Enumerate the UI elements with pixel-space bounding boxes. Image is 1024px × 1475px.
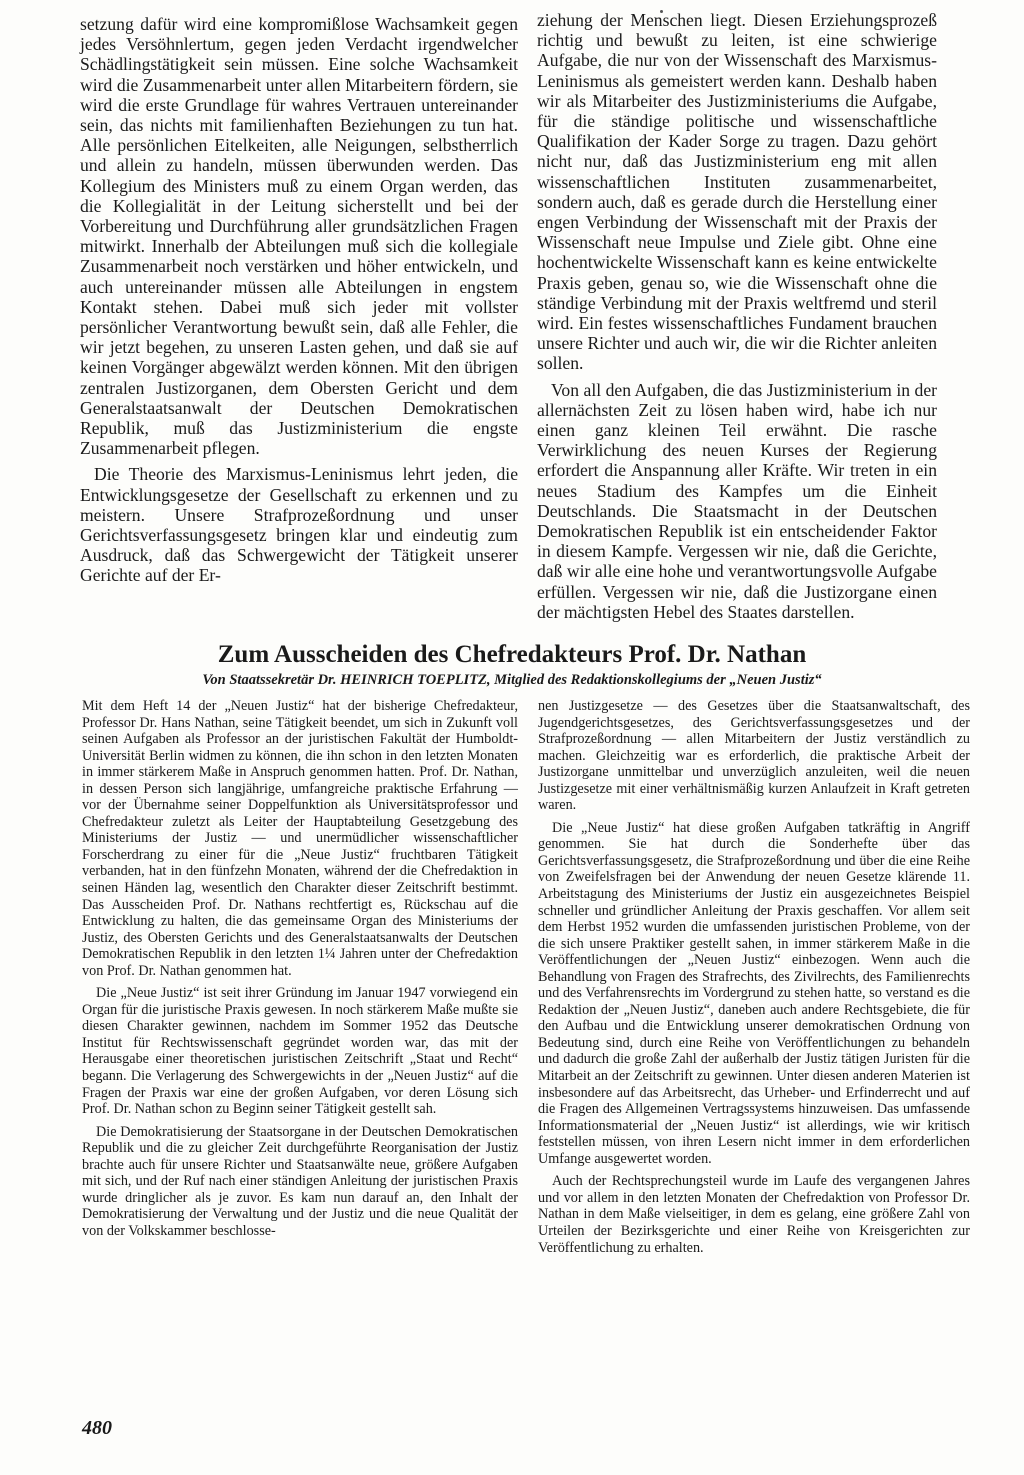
paragraph: setzung dafür wird eine kompromißlose Wachsamkeit gegen jedes Versöhnlertum, gegen jeden Verdacht irgendwelcher Schädlingstätigkeit sein müssen. Eine solche Wachsamkeit wird die Zusammenarbeit unter allen Mitarbeitern fördern, sie wird die erste Grundlage für wahres Vertrauen untereinander sein, das nichts mit familienhaften Beziehungen zu tun hat. Alle persönlichen Eitelkeiten, alle Neigungen, selbstherrlich und allein zu handeln, müssen überwunden werden. Das Kollegium des Ministers muß zu einem Organ werden, das die Kollegialität in der Leitung sicherstellt und bei der Vorbereitung und Durchführung aller grundsätzlichen Fragen mitwirkt. Innerhalb der Abteilungen muß sich die kollegiale Zusammenarbeit noch verstärken und höher entwickeln, und auch untereinander müssen alle Abteilungen in engstem Kontakt stehen. Dabei muß sich jeder mit vollster persönlicher Verantwortung bewußt sein, daß alle Fehler, die wir jetzt begehen, zu unseren Lasten gehen, und daß sie auf keinen Vorgänger abgewälzt werden können. Mit den übrigen zentralen Justizorganen, dem Obersten Gericht und dem Generalstaatsanwalt der Deutschen Demokratischen Republik, muß das Justizministerium die engste Zusammenarbeit pflegen. <box>80 14 518 459</box>
paragraph: nen Justizgesetze — des Gesetzes über die Staatsanwaltschaft, des Jugendgerichtsgesetzes, des Gerichtsverfassungsgesetzes und der Strafprozeßordnung — allen Mitarbeitern der Justiz verständlich zu machen. Gleichzeitig war es erforderlich, die praktische Arbeit der Justizorgane unmittelbar und unverzüglich anzuleiten, weil die neuen Justizgesetze mit einer verhältnismäßig kurzen Anlaufzeit in Kraft getreten waren. <box>538 698 970 814</box>
paragraph: Die „Neue Justiz“ ist seit ihrer Gründung im Januar 1947 vorwiegend ein Organ für die juristische Praxis gewesen. In noch stärkerem Maße mußte sie diesen Charakter gewinnen, nachdem im Sommer 1952 das Deutsche Institut für Rechtswissenschaft gegründet worden war, das mit der Herausgabe einer theoretischen juristischen Zeitschrift „Staat und Recht“ begann. Die Verlagerung des Schwergewichts in der „Neuen Justiz“ auf die Fragen der Praxis war eine der großen Aufgaben, vor deren Lösung sich Prof. Dr. Nathan schon zu Beginn seiner Tätigkeit gestellt sah. <box>82 985 518 1118</box>
paragraph: Mit dem Heft 14 der „Neuen Justiz“ hat der bisherige Chefredakteur, Professor Dr. Hans Nathan, seine Tätigkeit beendet, um sich in Zukunft voll seinen Aufgaben als Professor an der juristischen Fakultät der Humboldt-Universität Berlin widmen zu können, die ihn schon in den letzten Monaten in immer stärkerem Maße in Anspruch genommen hatten. Prof. Dr. Nathan, in dessen Person sich langjährige, umfangreiche praktische Erfahrung — vor der Übernahme seiner Doppelfunktion als Universitätsprofessor und Chefredakteur zuletzt als Leiter der Hauptabteilung Gesetzgebung des Ministeriums der Justiz — und unermüdlicher wissenschaftlicher Forscherdrang zu einer für die „Neue Justiz“ fruchtbaren Tätigkeit verbanden, hat in den fünfzehn Monaten, während der die Chefredaktion in seinen Händen lag, wesentlich den Charakter dieser Zeitschrift bestimmt. Das Ausscheiden Prof. Dr. Nathans rechtfertigt es, Rückschau auf die Entwicklung zu halten, die das gemeinsame Organ des Ministeriums der Justiz, des Obersten Gerichts und des Generalstaatsanwalts der Deutschen Demokratischen Republik in den letzten 1¼ Jahren unter der Chefredaktion von Prof. Dr. Nathan genommen hat. <box>82 698 518 979</box>
paragraph: Von all den Aufgaben, die das Justizministerium in der allernächsten Zeit zu lösen haben wird, habe ich nur einen ganz kleinen Teil erwähnt. Die rasche Verwirklichung des neuen Kurses der Regierung erfordert die Anspannung aller Kräfte. Wir treten in ein neues Stadium des Kampfes um die Einheit Deutschlands. Die Staatsmacht in der Deutschen Demokratischen Republik ist ein entscheidender Faktor in diesem Kampfe. Vergessen wir nie, daß die Gerichte, daß wir alle eine hohe und verantwortungsvolle Aufgabe erfüllen. Vergessen wir nie, daß die Justizorgane einen der mächtigsten Hebel des Staates darstellen. <box>537 379 937 622</box>
paragraph: ziehung der Menschen liegt. Diesen Erziehungsprozeß richtig und bewußt zu leiten, ist eine schwierige Aufgabe, die nur von der Wissenschaft des Marxismus-Leninismus als gemeistert werden kann. Deshalb haben wir als Mitarbeiter des Justizministeriums die Aufgabe, für die ständige politische und wissenschaftliche Qualifikation der Kader Sorge zu tragen. Dazu gehört nicht nur, daß das Justizministerium eng mit allen wissenschaftlichen Instituten zusammenarbeitet, sondern auch, daß es gerade durch die Herstellung einer engen Verbindung der Wissenschaft mit der Praxis der Wissenschaft neue Impulse und Ziele gibt. Ohne eine hochentwickelte Wissenschaft kann es keine entwickelte Praxis geben, genau so, wie die Wissenschaft ohne die ständige Verbindung mit der Praxis weltfremd und steril wird. Ein festes wissenschaftliches Fundament brauchen unsere Richter und auch wir, die wir die Richter anleiten sollen. <box>537 10 937 374</box>
article-headline: Zum Ausscheiden des Chefredakteurs Prof. Dr. Nathan <box>217 641 807 668</box>
paragraph: Die Theorie des Marxismus-Leninismus lehrt jeden, die Entwicklungsgesetze der Gesellschaft zu erkennen und zu meistern. Unsere Strafprozeßordnung und unser Gerichtsverfassungsgesetz bringen klar und eindeutig zum Ausdruck, daß das Schwergewicht der Tätigkeit unserer Gerichte auf der Er- <box>80 464 518 586</box>
paragraph: Die „Neue Justiz“ hat diese großen Aufgaben tatkräftig in Angriff genommen. Sie hat durch die Sonderhefte über das Gerichtsverfassungsgesetz, die Strafprozeßordnung und über die eine Reihe von Zweifelsfragen bei der Anwendung der neuen Gesetze klärende 11. Arbeitstagung des Ministeriums der Justiz ein ausgezeichnetes Beispiel schneller und gründlicher Anleitung der Praxis geschaffen. Vor allem seit dem Herbst 1952 wurden die umfassenden juristischen Probleme, von der die sich unsere Praktiker gestellt sahen, in immer stärkerem Maße in die Veröffentlichungen der „Neuen Justiz“ einbezogen. Wenn auch die Behandlung von Fragen des Strafrechts, des Zivilrechts, des Familienrechts und des Verfahrensrechts im Vordergrund zu stehen hatte, so verstand es die Redaktion der „Neuen Justiz“, daneben auch andere Rechtsgebiete, die für den Aufbau und die Entwicklung unserer demokratischen Ordnung von Bedeutung sind, durch eine Reihe von Veröffentlichungen zu behandeln und dadurch die große Zahl der außerhalb der Justiz tätigen Juristen für die Mitarbeit an der Zeitschrift zu gewinnen. Unter diesen anderen Materien ist insbesondere auf das Arbeitsrecht, das Urheber- und Erfinderrecht und auf die Fragen des Allgemeinen Vertragssystems hinzuweisen. Das umfassende Informationsmaterial der „Neuen Justiz“ ist allerdings, wie wir kritisch feststellen müssen, von ihren Lesern nicht immer in dem erforderlichen Umfange ausgewertet worden. <box>538 819 970 1167</box>
bottom-right-column <box>538 698 970 1262</box>
bottom-left-column <box>82 698 518 1246</box>
paragraph: Auch der Rechtsprechungsteil wurde im Laufe des vergangenen Jahres und vor allem in den letzten Monaten der Chefredaktion von Professor Dr. Nathan in dem Maße vielseitiger, in dem es gelang, eine größere Zahl von Urteilen der Bezirksgerichte und einer Reihe von Kreisgerichten zur Veröffentlichung zu erhalten. <box>538 1173 970 1256</box>
paragraph: Die Demokratisierung der Staatsorgane in der Deutschen Demokratischen Republik und die zu gleicher Zeit durchgeführte Reorganisation der Justiz brachte auch für unsere Richter und Staatsanwälte neue, größere Aufgaben mit sich, und der Ruf nach einer ständigen Anleitung der juristischen Praxis wurde dringlicher als je zuvor. Es kam nun darauf an, den Inhalt der Demokratisierung der Verwaltung und der Justiz und die neue Qualität der von der Volkskammer beschlosse- <box>82 1123 518 1239</box>
page-number: 480 <box>82 1417 112 1439</box>
article-byline: Von Staatssekretär Dr. HEINRICH TOEPLITZ, Mitglied des Redaktionskollegiums der „Neuen Justiz“ <box>202 672 822 688</box>
top-right-column <box>537 10 937 628</box>
top-left-column <box>80 14 518 592</box>
